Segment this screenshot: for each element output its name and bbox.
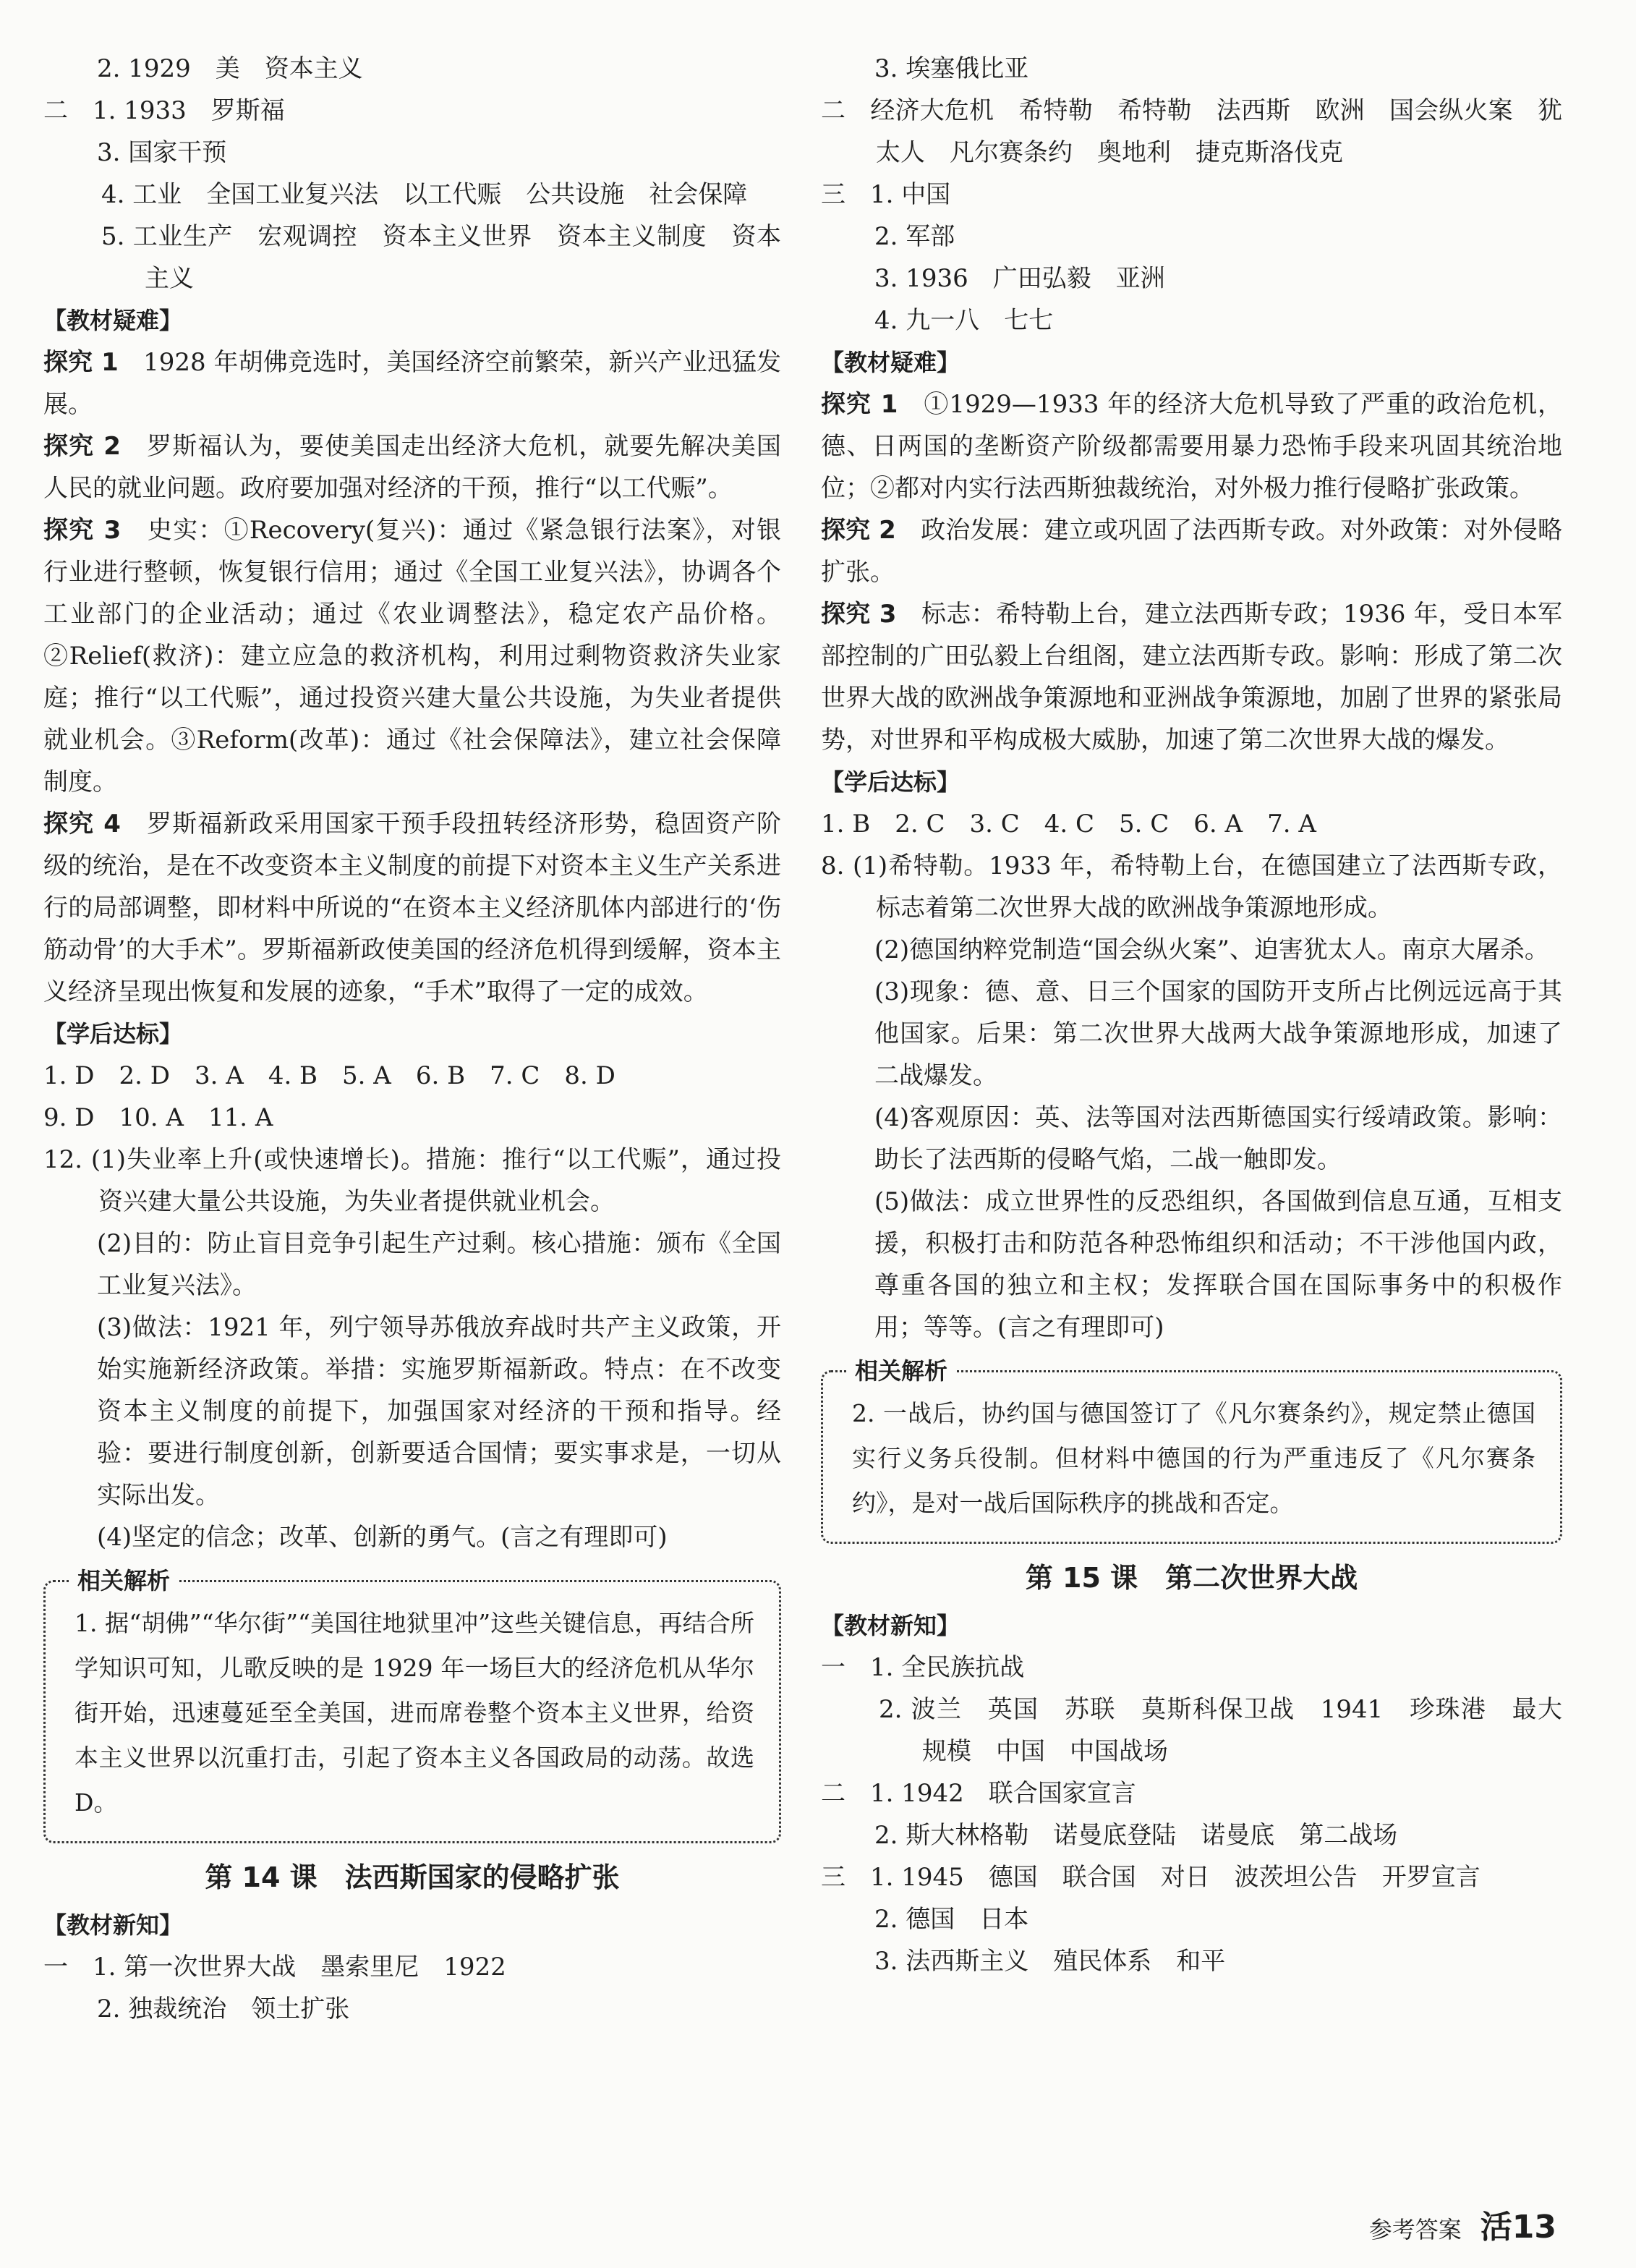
answer-line: 3. 法西斯主义 殖民体系 和平 (874, 1947, 1226, 1976)
answer-line: 4. 九一八 七七 (874, 306, 1054, 335)
explore-text: ①1929—1933 年的经济大危机导致了严重的政治危机，德、日两国的垄断资产阶级都需要用暴力恐怖手段来巩固其统治地位；②都对内实行法西斯独裁统治，对外极力推行侵略扩张政策。 (821, 390, 1562, 503)
answer-line: 2. 波兰 英国 苏联 莫斯科保卫战 1941 珍珠港 最大规模 中国 中国战场 (879, 1695, 1562, 1766)
explore-text: 罗斯福认为，要使美国走出经济大危机，就要先解决美国人民的就业问题。政府要加强对经济的干预，推行“以工代赈”。 (43, 432, 782, 503)
answer-line: 9. D 10. A 11. A (43, 1103, 273, 1132)
explore-text: 史实：①Recovery(复兴)：通过《紧急银行法案》，对银行业进行整顿，恢复银行信用；通过《全国工业复兴法》，协调各个工业部门的企业活动；通过《农业调整法》，稳定农产品价格。②Relief(救济)：建立应急的救济机构，利用过剩物资救济失业家庭；推行“以工代赈”，通过投资兴建大量公共设施，为失业者提供就业机会。③Reform(改革)：通过《社会保障法》，建立社会保障制度。 (43, 516, 781, 797)
section-heading: 【教材新知】 (821, 1612, 960, 1639)
explore-paragraph (821, 593, 1562, 761)
answer-line: 2. 军部 (874, 222, 955, 251)
footer-label: 参考答案 (1368, 2216, 1462, 2243)
section-heading: 【学后达标】 (43, 1020, 183, 1048)
answer-paragraph: (4)坚定的信念；改革、创新的勇气。(言之有理即可) (97, 1523, 668, 1552)
answer-line: 2. 1929 美 资本主义 (97, 54, 363, 83)
answer-paragraph: (2)德国纳粹党制造“国会纵火案”、迫害犹太人。南京大屠杀。 (874, 935, 1549, 964)
page-number: 活13 (1480, 2209, 1556, 2246)
explore-paragraph (43, 425, 781, 509)
explore-text: 标志：希特勒上台，建立法西斯专政；1936 年，受日本军部控制的广田弘毅上台组阁，建立法西斯专政。影响：形成了第二次世界大战的欧洲战争策源地和亚洲战争策源地，加剧了世界的紧张局势，对世界和平构成极大威胁，加速了第二次世界大战的爆发。 (821, 600, 1562, 755)
answer-line: 1. B 2. C 3. C 4. C 5. C 6. A 7. A (821, 810, 1316, 838)
analysis-label: 相关解析 (848, 1356, 955, 1385)
answer-line: 二 1. 1933 罗斯福 (43, 96, 285, 125)
section-heading: 【教材疑难】 (821, 349, 960, 376)
answer-paragraph: (4)客观原因：英、法等国对法西斯德国实行绥靖政策。影响：助长了法西斯的侵略气焰，二战一触即发。 (874, 1103, 1562, 1174)
explore-paragraph (821, 509, 1562, 593)
answer-line: 3. 1936 广田弘毅 亚洲 (874, 264, 1165, 293)
answer-line: 三 1. 1945 德国 联合国 对日 波茨坦公告 开罗宣言 (821, 1863, 1481, 1892)
left-column (43, 48, 781, 2030)
explore-paragraph (43, 341, 781, 425)
explore-label: 探究 2 (43, 432, 121, 461)
answer-line: 一 1. 第一次世界大战 墨索里尼 1922 (43, 1953, 506, 1982)
explore-text: 罗斯福新政采用国家干预手段扭转经济形势，稳固资产阶级的统治，是在不改变资本主义制度的前提下对资本主义生产关系进行的局部调整，即材料中所说的“在资本主义经济肌体内部进行的‘伤筋动骨’的大手术”。罗斯福新政使美国的经济危机得到缓解，资本主义经济呈现出恢复和发展的迹象，“手术”取得了一定的成效。 (43, 810, 782, 1006)
answer-line: 5. 工业生产 宏观调控 资本主义世界 资本主义制度 资本主义 (101, 222, 781, 293)
section-heading: 【教材新知】 (43, 1911, 183, 1939)
answer-line: 2. 斯大林格勒 诺曼底登陆 诺曼底 第二战场 (874, 1821, 1398, 1850)
explore-text: 政治发展：建立或巩固了法西斯专政。对外政策：对外侵略扩张。 (821, 516, 1563, 587)
analysis-text: 2. 一战后，协约国与德国签订了《凡尔赛条约》，规定禁止德国实行义务兵役制。但材料中德国的行为严重违反了《凡尔赛条约》，是对一战后国际秩序的挑战和否定。 (852, 1399, 1535, 1517)
answer-line: 二 1. 1942 联合国家宣言 (821, 1779, 1136, 1808)
answer-line: 2. 德国 日本 (874, 1905, 1029, 1934)
answer-paragraph: (5)做法：成立世界性的反恐组织，各国做到信息互通，互相支援，积极打击和防范各种恐怖组织和活动；不干涉他国内政，尊重各国的独立和主权；发挥联合国在国际事务中的积极作用；等等。(言之有理即可) (874, 1187, 1562, 1342)
answer-line: 3. 国家干预 (97, 138, 227, 167)
explore-label: 探究 1 (43, 348, 119, 377)
answer-line: 1. D 2. D 3. A 4. B 5. A 6. B 7. C 8. D (43, 1061, 615, 1090)
answer-line: 二 经济大危机 希特勒 希特勒 法西斯 欧洲 国会纵火案 犹太人 凡尔赛条约 奥地利 捷克斯洛伐克 (821, 96, 1562, 167)
explore-label: 探究 3 (43, 516, 122, 545)
explore-paragraph (821, 383, 1562, 509)
explore-label: 探究 3 (821, 600, 897, 629)
answer-line: 一 1. 全民族抗战 (821, 1653, 1025, 1682)
section-heading: 【学后达标】 (821, 768, 960, 796)
answer-line: 三 1. 中国 (821, 180, 951, 209)
analysis-text: 1. 据“胡佛”“华尔街”“美国往地狱里冲”这些关键信息，再结合所学知识可知，儿歌反映的是 1929 年一场巨大的经济危机从华尔街开始，迅速蔓延至全美国，进而席卷整个资本主义世界，给资本主义世界以沉重打击，引起了资本主义各国政局的动荡。故选 D。 (74, 1609, 754, 1817)
right-column (821, 48, 1562, 1982)
answer-paragraph: 12. (1)失业率上升(或快速增长)。措施：推行“以工代赈”，通过投资兴建大量公共设施，为失业者提供就业机会。 (43, 1145, 781, 1216)
explore-label: 探究 4 (43, 810, 121, 838)
explore-label: 探究 1 (821, 390, 898, 419)
section-heading: 【教材疑难】 (43, 307, 183, 334)
analysis-label: 相关解析 (70, 1566, 177, 1595)
answer-paragraph: (3)现象：德、意、日三个国家的国防开支所占比例远远高于其他国家。后果：第二次世界大战两大战争策源地形成，加速了二战爆发。 (874, 977, 1562, 1090)
answer-paragraph: (2)目的：防止盲目竞争引起生产过剩。核心措施：颁布《全国工业复兴法》。 (97, 1229, 781, 1300)
page-footer (1369, 2207, 1556, 2251)
explore-text: 1928 年胡佛竞选时，美国经济空前繁荣，新兴产业迅猛发展。 (43, 348, 782, 419)
answer-paragraph: (3)做法：1921 年，列宁领导苏俄放弃战时共产主义政策，开始实施新经济政策。举措：实施罗斯福新政。特点：在不改变资本主义制度的前提下，加强国家对经济的干预和指导。经验：要进行制度创新，创新要适合国情；要实事求是，一切从实际出发。 (97, 1313, 781, 1510)
explore-paragraph (43, 803, 781, 1013)
lesson-title: 第 15 课 第二次世界大战 (1025, 1562, 1358, 1594)
explore-paragraph (43, 509, 781, 803)
answer-paragraph: 8. (1)希特勒。1933 年，希特勒上台，在德国建立了法西斯专政，标志着第二次世界大战的欧洲战争策源地形成。 (821, 851, 1562, 922)
analysis-box (43, 1567, 781, 1843)
explore-label: 探究 2 (821, 516, 896, 545)
answer-line: 4. 工业 全国工业复兴法 以工代赈 公共设施 社会保障 (101, 180, 748, 209)
lesson-title: 第 14 课 法西斯国家的侵略扩张 (205, 1861, 620, 1893)
answer-line: 3. 埃塞俄比亚 (874, 54, 1029, 83)
answer-line: 2. 独裁统治 领土扩张 (97, 1995, 350, 2023)
analysis-box (821, 1357, 1562, 1544)
